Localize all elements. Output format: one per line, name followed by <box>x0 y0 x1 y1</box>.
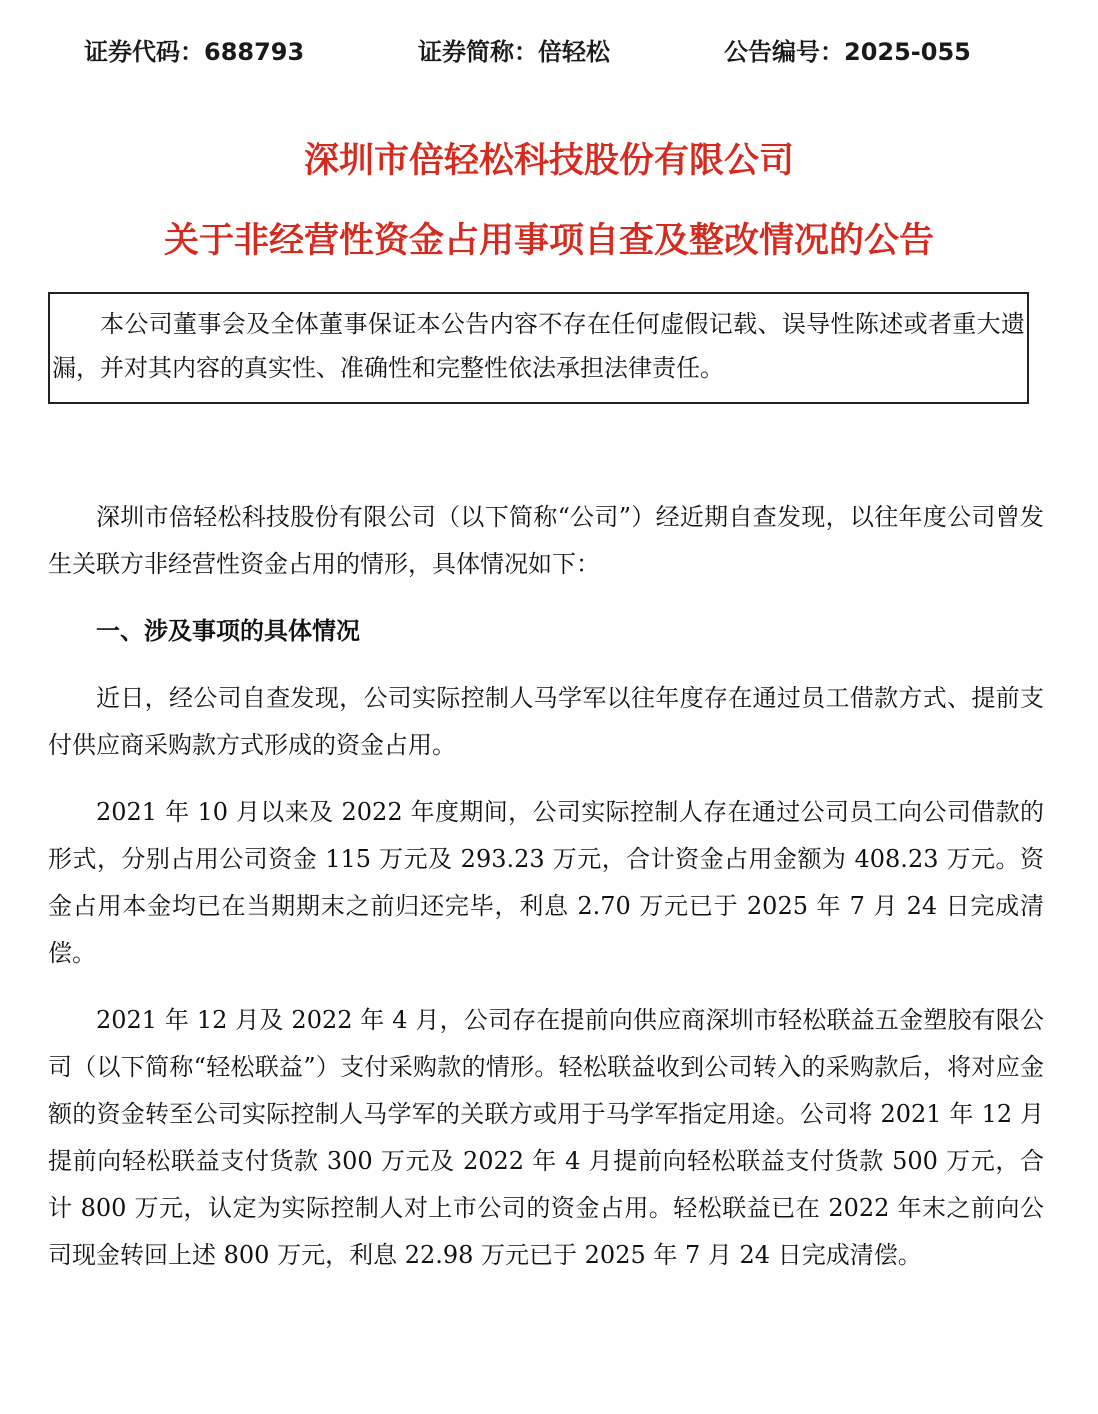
notice-number: 公告编号：2025-055 <box>724 38 971 66</box>
paragraph-2: 2021 年 10 月以来及 2022 年度期间，公司实际控制人存在通过公司员工向公司借款的形式，分别占用公司资金 115 万元及 293.23 万元，合计资金占用金额为 408.23 万元。资金占用本金均已在当期期末之前归还完毕，利息 2.70 万元已于 2025 年 7 月 24 日完成清偿。 <box>48 798 1044 967</box>
paragraph-1: 近日，经公司自查发现，公司实际控制人马学军以往年度存在通过员工借款方式、提前支付供应商采购款方式形成的资金占用。 <box>48 684 1044 759</box>
intro-paragraph: 深圳市倍轻松科技股份有限公司（以下简称“公司”）经近期自查发现，以往年度公司曾发生关联方非经营性资金占用的情形，具体情况如下： <box>48 503 1044 578</box>
announcement-body <box>48 494 1044 1279</box>
security-short-name: 证券简称：倍轻松 <box>418 38 610 66</box>
paragraph-3: 2021 年 12 月及 2022 年 4 月，公司存在提前向供应商深圳市轻松联益五金塑胶有限公司（以下简称“轻松联益”）支付采购款的情形。轻松联益收到公司转入的采购款后，将对应金额的资金转至公司实际控制人马学军的关联方或用于马学军指定用途。公司将 2021 年 12 月提前向轻松联益支付货款 300 万元及 2022 年 4 月提前向轻松联益支付货款 500 万元，合计 800 万元，认定为实际控制人对上市公司的资金占用。轻松联益已在 2022 年末之前向公司现金转回上述 800 万元，利息 22.98 万元已于 2025 年 7 月 24 日完成清偿。 <box>48 1006 1044 1269</box>
company-title: 深圳市倍轻松科技股份有限公司 <box>303 141 794 181</box>
security-code: 证券代码：688793 <box>84 38 305 66</box>
board-guarantee-box <box>48 292 1029 404</box>
board-guarantee-text: 本公司董事会及全体董事保证本公告内容不存在任何虚假记载、误导性陈述或者重大遗漏，并对其内容的真实性、准确性和完整性依法承担法律责任。 <box>52 310 1025 382</box>
section-1-heading: 一、涉及事项的具体情况 <box>96 617 360 645</box>
announcement-title: 关于非经营性资金占用事项自查及整改情况的公告 <box>163 221 934 261</box>
